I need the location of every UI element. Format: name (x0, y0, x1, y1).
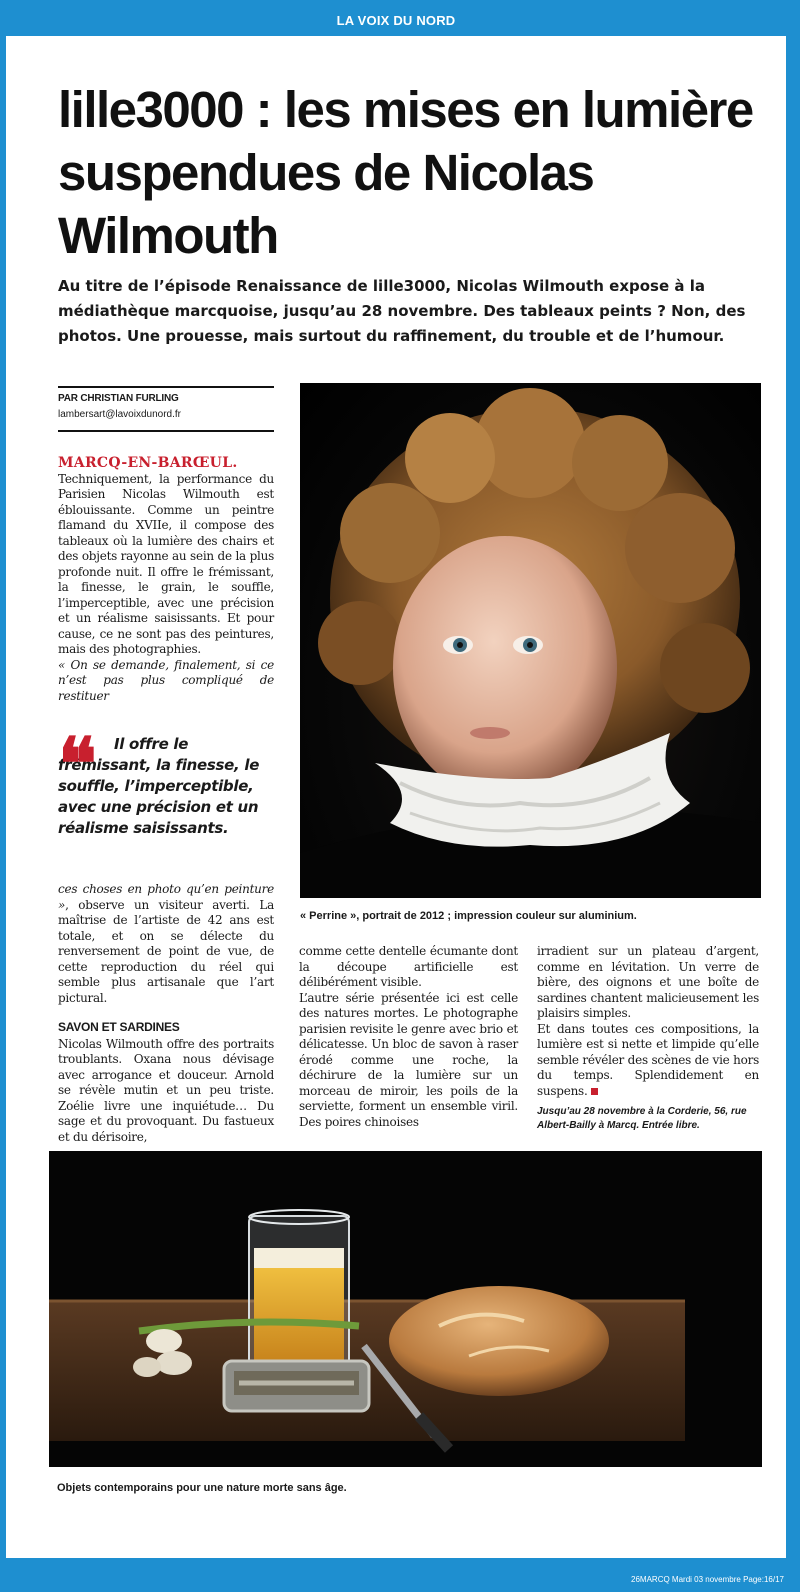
portrait-photo (300, 383, 761, 898)
dateline: MARCQ-EN-BARŒUL. (58, 455, 238, 471)
byline-rule-bottom (58, 430, 274, 432)
byline: PAR CHRISTIAN FURLING (58, 393, 179, 404)
author-email: lambersart@lavoixdunord.fr (58, 409, 181, 420)
headline: lille3000 : les mises en lumière suspendues de Nicolas Wilmouth (58, 81, 753, 264)
paragraph (58, 882, 274, 1006)
quote-end: ces choses en photo qu’en peinture » (58, 882, 274, 912)
subheading: SAVON ET SARDINES (58, 1020, 180, 1034)
quote-mark-icon: ❝ (58, 721, 97, 806)
article-column-1-top (58, 456, 274, 704)
standfirst: Au titre de l’épisode Renaissance de lille3000, Nicolas Wilmouth expose à la médiathèque marcquoise, jusqu’au 28 novembre. Des tableaux peints ? Non, des photos. Une prouesse, mais surtout du raffinement, du trouble et de l’humour. (58, 277, 746, 345)
pull-quote-text: Il offre le frémissant, la finesse, le souffle, l’imperceptible, avec une précision et un réalisme saisissants. (58, 735, 260, 837)
exhibition-info: Jusqu’au 28 novembre à la Corderie, 56, rue Albert-Bailly à Marcq. Entrée libre. (537, 1106, 747, 1131)
paragraph-text: Et dans toutes ces compositions, la lumière est si nette et limpide qu’elle semble révéler des scènes de vie hors du temps. Splendidement en suspens. (537, 1021, 759, 1098)
portrait-illustration (300, 383, 761, 898)
article-column-1-bottom (58, 882, 274, 1145)
paragraph: irradient sur un plateau d’argent, comme en lévitation. Un verre de bière, des oignons et une boîte de sardines chantent malicieusement les plaisirs simples. (537, 944, 759, 1020)
article-column-3 (537, 944, 759, 1099)
still-life-caption: Objets contemporains pour une nature morte sans âge. (57, 1482, 347, 1494)
paragraph-text: , observe un visiteur averti. La maîtrise de l’artiste de 42 ans est totale, et on se délecte du renversement de point de vue, de cette reproduction du réel qui semble plus artisanale que l’art pictural. (58, 897, 274, 1005)
end-mark-icon (591, 1088, 598, 1095)
byline-rule-top (58, 386, 274, 388)
paragraph-final (537, 1022, 759, 1100)
paragraph-quote-start: « On se demande, finalement, si ce n’est pas plus compliqué de restituer (58, 657, 274, 703)
paragraph: comme cette dentelle écumante dont la découpe artificielle est délibérément visible. (299, 944, 518, 989)
still-life-illustration (49, 1151, 762, 1467)
paragraph: Nicolas Wilmouth offre des portraits troublants. Oxana nous dévisage avec arrogance et douceur. Arnold se révèle mutin et un peu triste. Zoélie livre une inquiétude… Du sage et du provoquant. Du fastueux et du dérisoire, (58, 1036, 274, 1144)
paragraph: L’autre série présentée ici est celle des natures mortes. Le photographe parisien revisite le genre avec brio et délicatesse. Un bloc de savon à raser érodé comme une roche, la déchirure de la lumière sur un morceau de miroir, les poils de la serviette, forment un ensemble viril. Des poires chinoises (299, 990, 518, 1129)
pull-quote (58, 721, 278, 839)
page-footer: 26MARCQ Mardi 03 novembre Page:16/17 (631, 1575, 784, 1584)
paragraph: Techniquement, la performance du Parisien Nicolas Wilmouth est éblouissante. Comme un peintre flamand du XVIIe, il compose des tableaux où la lumière des chairs et des objets rayonne au sein de la plus profonde nuit. Il offre le frémissant, la finesse, le grain, le souffle, l’imperceptible, avec une précision et un réalisme saisissants. Et pour cause, ce ne sont pas des peintures, mais des photographies. (58, 471, 274, 656)
still-life-photo (49, 1151, 762, 1467)
portrait-caption: « Perrine », portrait de 2012 ; impression couleur sur aluminium. (300, 910, 637, 922)
masthead: LA VOIX DU NORD (6, 6, 786, 36)
article-column-2 (299, 944, 518, 1130)
